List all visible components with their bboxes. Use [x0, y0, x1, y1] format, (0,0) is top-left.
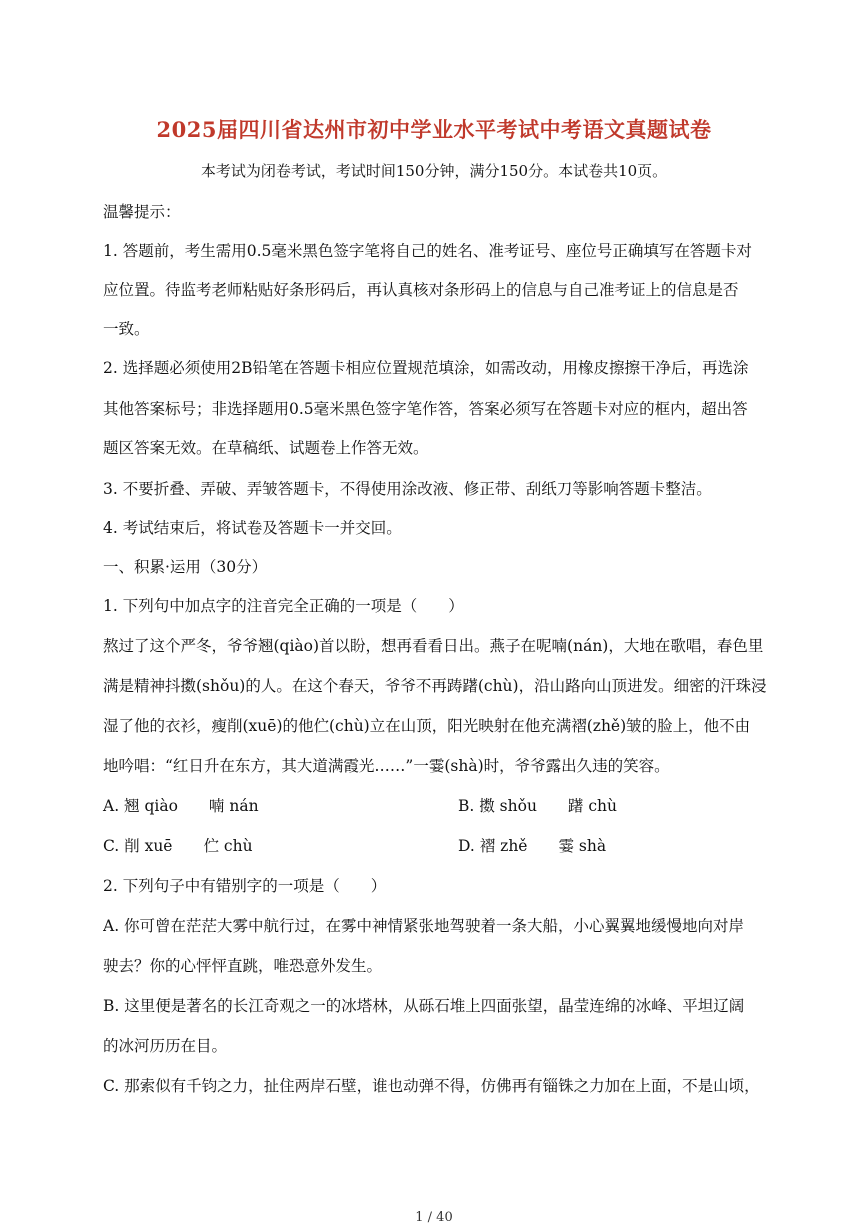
- notice-line: 1. 答题前，考生需用0.5毫米黑色签字笔将自己的姓名、准考证号、座位号正确填写在答题卡对: [103, 242, 752, 260]
- q1-passage-line: 湿了他的衣衫，瘦削(xuē)的他伫(chù)立在山顶，阳光映射在他充满褶(zhě)皱的脸上，他不由: [103, 717, 751, 735]
- q1-passage-line: 熬过了这个严冬，爷爷翘(qiào)首以盼，想再看看日出。燕子在呢喃(nán)，大地在歌唱，春色里: [103, 637, 764, 655]
- q2-option-a-line: 驶去？你的心怦怦直跳，唯恐意外发生。: [103, 957, 383, 975]
- q1-passage-line: 满是精神抖擞(shǒu)的人。在这个春天，爷爷不再踌躇(chù)，沿山路向山顶进发。细密的汗珠浸: [103, 677, 767, 695]
- notice-line: 2. 选择题必须使用2B铅笔在答题卡相应位置规范填涂，如需改动，用橡皮擦擦干净后，再选涂: [103, 359, 749, 377]
- notice-line: 其他答案标号；非选择题用0.5毫米黑色签字笔作答，答案必须写在答题卡对应的框内，超出答: [103, 400, 748, 418]
- section-heading: 一、积累·运用（30分）: [103, 558, 268, 576]
- q2-option-b-line: 的冰河历历在目。: [103, 1037, 228, 1055]
- q2-option-b-line: B. 这里便是著名的长江奇观之一的冰塔林，从砾石堆上四面张望，晶莹连绵的冰峰、平坦辽阔: [103, 997, 745, 1015]
- notice-line: 题区答案无效。在草稿纸、试题卷上作答无效。: [103, 439, 429, 457]
- question-2-stem: 2. 下列句子中有错别字的一项是（ ）: [103, 877, 387, 895]
- exam-title: 2025届四川省达州市初中学业水平考试中考语文真题试卷: [156, 117, 712, 142]
- notice-line: 应位置。待监考老师粘贴好条形码后，再认真核对条形码上的信息与自己准考证上的信息是否: [103, 281, 739, 299]
- notice-line: 一致。: [103, 320, 150, 338]
- q1-option-a: A. 翘 qiào 喃 nán: [103, 797, 259, 815]
- notice-line: 3. 不要折叠、弄破、弄皱答题卡，不得使用涂改液、修正带、刮纸刀等影响答题卡整洁。: [103, 480, 712, 498]
- q1-option-b: B. 擞 shǒu 躇 chù: [458, 797, 617, 815]
- q2-option-a-line: A. 你可曾在茫茫大雾中航行过，在雾中神情紧张地驾驶着一条大船，小心翼翼地缓慢地向对岸: [103, 917, 745, 935]
- notice-heading: 温馨提示：: [103, 203, 181, 221]
- q1-passage-line: 地吟唱：“红日升在东方，其大道满霞光……”一霎(shà)时，爷爷露出久违的笑容。: [103, 757, 670, 775]
- notice-line: 4. 考试结束后，将试卷及答题卡一并交回。: [103, 519, 402, 537]
- question-1-stem: 1. 下列句中加点字的注音完全正确的一项是（ ）: [103, 597, 464, 615]
- q1-option-c: C. 削 xuē 伫 chù: [103, 837, 253, 855]
- page-number: 1 / 40: [415, 1210, 453, 1225]
- q2-option-c-line: C. 那索似有千钧之力，扯住两岸石壁，谁也动弹不得，仿佛再有锱铢之力加在上面，不是山顷，: [103, 1077, 760, 1095]
- exam-subtitle: 本考试为闭卷考试，考试时间150分钟，满分150分。本试卷共10页。: [200, 162, 668, 180]
- q1-option-d: D. 褶 zhě 霎 shà: [458, 837, 607, 855]
